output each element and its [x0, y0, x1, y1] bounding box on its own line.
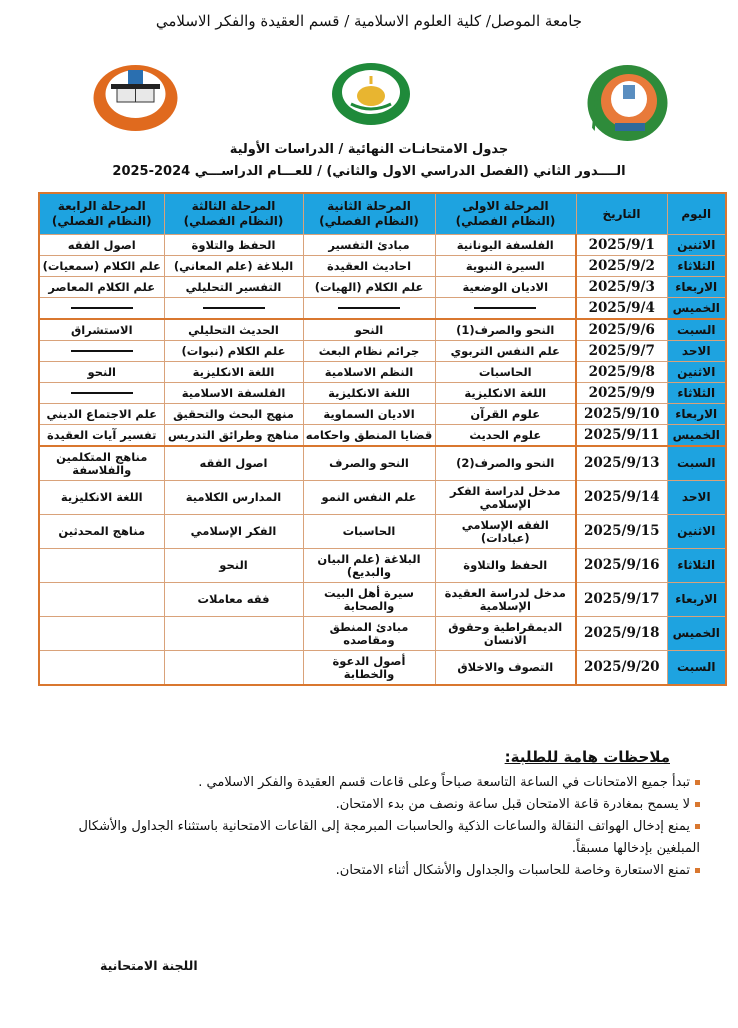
stage2-cell	[303, 383, 435, 404]
stage2-cell-text: علم الكلام (الهيات)	[314, 279, 424, 294]
stage4-cell	[39, 481, 164, 515]
table-row	[39, 583, 726, 617]
stage3-label: المرحلة الثالثة	[191, 199, 276, 213]
table-row	[39, 383, 726, 404]
stage1-cell	[435, 341, 576, 362]
stage3-cell-text: النحو	[219, 558, 248, 572]
day-cell-text: الثلاثاء	[677, 258, 716, 273]
stage2-cell	[303, 425, 435, 447]
date-cell	[576, 362, 667, 383]
note-text: لا يسمح بمغادرة قاعة الامتحان قبل ساعة ونصف من بدء الامتحان.	[335, 797, 690, 812]
stage1-cell-text: الديمقراطية وحقوق الانسان	[448, 619, 563, 647]
day-cell-text: الاحد	[681, 343, 711, 358]
day-cell	[667, 256, 726, 277]
stage2-cell	[303, 446, 435, 481]
date-cell	[576, 298, 667, 320]
table-row	[39, 446, 726, 481]
stage2-cell-text: مبادئ المنطق ومقاصده	[329, 619, 409, 647]
day-cell	[667, 549, 726, 583]
note-text: يمنع إدخال الهواتف النقالة والساعات الذكية والحاسبات المبرمجة إلى القاعات الامتحانية باستثناء الجداول والأشكال المبلغين بإدخالها مسبقاً.	[78, 819, 700, 856]
stage1-cell	[435, 383, 576, 404]
stage1-cell-text: النحو والصرف(1)	[456, 322, 555, 337]
note-item	[60, 794, 700, 816]
date-cell	[576, 256, 667, 277]
table-row	[39, 651, 726, 686]
stage1-cell-text: علوم الحديث	[469, 427, 542, 442]
stage1-cell	[435, 515, 576, 549]
stage3-cell	[164, 549, 303, 583]
stage4-cell	[39, 549, 164, 583]
table-row	[39, 481, 726, 515]
date-cell	[576, 651, 667, 686]
table-row	[39, 549, 726, 583]
stage2-cell-text: أصول الدعوة والخطابة	[332, 653, 406, 681]
day-cell-text: الاربعاء	[675, 406, 718, 421]
date-cell-text: 2025/9/11	[583, 426, 660, 443]
stage2-cell-text: اللغة الانكليزية	[328, 385, 410, 400]
day-cell	[667, 617, 726, 651]
note-item	[60, 816, 700, 860]
no-exam-dash	[71, 350, 133, 352]
bullet-icon	[695, 802, 700, 807]
day-cell-text: الثلاثاء	[677, 558, 716, 572]
date-cell-text: 2025/9/2	[588, 257, 655, 274]
stage2-system: (النظام الفصلي)	[319, 214, 419, 228]
stage1-cell-text: النحو والصرف(2)	[456, 456, 555, 470]
stage3-cell	[164, 362, 303, 383]
day-cell-text: الاحد	[681, 490, 711, 504]
no-exam-dash	[474, 307, 536, 309]
stage1-cell-text: السيرة النبوية	[465, 258, 545, 273]
stage3-cell-text: المدارس الكلامية	[185, 490, 282, 504]
stage4-cell	[39, 515, 164, 549]
date-cell	[576, 617, 667, 651]
bullet-icon	[695, 868, 700, 873]
table-row	[39, 425, 726, 447]
date-cell	[576, 425, 667, 447]
stage4-cell-text: اصول الفقه	[67, 237, 136, 252]
date-cell-text: 2025/9/18	[583, 625, 660, 641]
stage1-label: المرحلة الاولى	[462, 199, 549, 213]
note-item	[60, 860, 700, 882]
day-cell	[667, 446, 726, 481]
date-cell	[576, 446, 667, 481]
header-date: التاريخ	[576, 193, 667, 235]
stage3-cell-text: اصول الفقه	[199, 456, 268, 470]
stage3-cell-text: علم الكلام (نبوات)	[181, 343, 286, 358]
date-cell-text: 2025/9/14	[583, 489, 660, 505]
stage3-cell-text: الحفظ والتلاوة	[191, 237, 276, 252]
day-cell	[667, 425, 726, 447]
header-stage4	[39, 193, 164, 235]
table-row	[39, 298, 726, 320]
date-cell-text: 2025/9/4	[588, 299, 655, 316]
stage4-cell-text: النحو	[87, 364, 116, 379]
stage1-cell	[435, 425, 576, 447]
stage4-cell	[39, 583, 164, 617]
stage2-cell	[303, 256, 435, 277]
stage2-cell	[303, 341, 435, 362]
no-exam-dash	[71, 392, 133, 394]
stage4-cell	[39, 404, 164, 425]
date-cell	[576, 383, 667, 404]
day-cell	[667, 583, 726, 617]
stage1-cell-text: الحاسبات	[478, 364, 532, 379]
stage1-cell	[435, 362, 576, 383]
date-cell	[576, 583, 667, 617]
stage1-cell-text: التصوف والاخلاق	[457, 660, 554, 674]
day-cell	[667, 404, 726, 425]
table-row	[39, 515, 726, 549]
stage2-cell-text: جرائم نظام البعث	[318, 343, 420, 358]
stage4-cell	[39, 383, 164, 404]
stage3-cell	[164, 235, 303, 256]
table-row	[39, 319, 726, 341]
stage4-cell-text: علم الكلام (سمعيات)	[42, 258, 161, 273]
day-cell-text: السبت	[677, 322, 716, 337]
date-cell-text: 2025/9/10	[583, 405, 660, 422]
date-cell	[576, 481, 667, 515]
stage3-cell-text: التفسير التحليلي	[185, 279, 282, 294]
stage3-cell	[164, 319, 303, 341]
stage4-cell	[39, 651, 164, 686]
stage2-cell	[303, 617, 435, 651]
day-cell-text: السبت	[677, 456, 716, 470]
stage1-cell-text: الحفظ والتلاوة	[463, 558, 548, 572]
college-seal-logo	[585, 63, 670, 143]
stage3-system: (النظام الفصلي)	[183, 214, 284, 228]
stage1-cell-text: مدخل لدراسة العقيدة الإسلامية	[444, 585, 566, 613]
note-item	[60, 772, 700, 794]
stage2-cell-text: النظم الاسلامية	[324, 364, 414, 379]
stage2-cell	[303, 362, 435, 383]
institution-header: جامعة الموصل/ كلية العلوم الاسلامية / قسم العقيدة والفكر الاسلامي	[155, 12, 583, 30]
stage4-cell-text: تفسير آيات العقيدة	[47, 427, 157, 442]
bullet-icon	[695, 824, 700, 829]
date-cell	[576, 549, 667, 583]
stage1-cell	[435, 446, 576, 481]
day-cell	[667, 383, 726, 404]
date-cell-text: 2025/9/7	[588, 342, 655, 359]
stage3-cell-text: البلاغة (علم المعاني)	[173, 258, 294, 273]
stage2-cell-text: الحاسبات	[342, 524, 396, 538]
date-cell-text: 2025/9/17	[583, 591, 660, 607]
stage2-cell	[303, 298, 435, 320]
date-cell	[576, 515, 667, 549]
day-cell-text: الخميس	[672, 626, 720, 640]
stage3-cell-text: منهج البحث والتحقيق	[173, 406, 294, 421]
stage3-cell	[164, 341, 303, 362]
stage3-cell	[164, 481, 303, 515]
date-cell-text: 2025/9/9	[588, 384, 655, 401]
stage3-cell	[164, 651, 303, 686]
stage2-cell	[303, 277, 435, 298]
document-subtitle: الــــدور الثاني (الفصل الدراسي الاول والثاني) / للعـــام الدراســـي 2024-2025	[112, 164, 626, 179]
stage3-cell-text: مناهج وطرائق التدريس	[168, 427, 299, 442]
stage4-cell	[39, 277, 164, 298]
table-row	[39, 235, 726, 256]
stage1-cell	[435, 298, 576, 320]
stage3-cell-text: الحديث التحليلي	[188, 322, 279, 337]
stage1-cell	[435, 549, 576, 583]
day-cell-text: الخميس	[672, 300, 720, 315]
stage3-cell	[164, 383, 303, 404]
stage4-cell	[39, 425, 164, 447]
stage4-cell	[39, 298, 164, 320]
exam-committee-signature: اللجنة الامتحانية	[100, 958, 198, 973]
stage2-cell-text: مبادئ التفسير	[328, 237, 410, 252]
date-cell-text: 2025/9/3	[588, 278, 655, 295]
stage3-cell	[164, 515, 303, 549]
stage1-cell	[435, 583, 576, 617]
day-cell	[667, 277, 726, 298]
date-cell	[576, 319, 667, 341]
day-cell	[667, 235, 726, 256]
table-row	[39, 341, 726, 362]
date-cell	[576, 277, 667, 298]
stage2-cell	[303, 319, 435, 341]
stage3-cell	[164, 583, 303, 617]
day-cell	[667, 298, 726, 320]
stage2-cell	[303, 235, 435, 256]
stage2-cell-text: علم النفس النمو	[321, 490, 417, 504]
date-cell-text: 2025/9/6	[588, 321, 655, 338]
day-cell	[667, 651, 726, 686]
stage2-cell-text: الاديان السماوية	[323, 406, 415, 421]
stage1-cell-text: اللغة الانكليزية	[464, 385, 547, 400]
stage1-cell	[435, 277, 576, 298]
table-header-row	[39, 193, 726, 235]
date-cell-text: 2025/9/15	[583, 523, 660, 539]
stage4-cell-text: اللغة الانكليزية	[60, 490, 143, 504]
stage2-cell	[303, 583, 435, 617]
stage4-system: (النظام الفصلي)	[51, 214, 152, 228]
day-cell-text: الاثنين	[677, 524, 716, 538]
day-cell	[667, 515, 726, 549]
date-cell-text: 2025/9/16	[583, 557, 660, 573]
stage1-cell-text: الفقه الإسلامي (عبادات)	[461, 517, 549, 545]
table-row	[39, 404, 726, 425]
stage4-cell-text: مناهج المحدثين	[58, 524, 146, 538]
day-cell-text: الاثنين	[677, 364, 716, 379]
stage2-cell-text: النحو والصرف	[329, 456, 409, 470]
university-seal-logo	[93, 64, 178, 132]
stage4-cell	[39, 341, 164, 362]
stage3-cell	[164, 404, 303, 425]
stage4-cell	[39, 362, 164, 383]
stage3-cell	[164, 446, 303, 481]
day-cell-text: الاربعاء	[675, 279, 718, 294]
date-cell	[576, 341, 667, 362]
department-seal-logo	[331, 62, 411, 126]
stage3-cell	[164, 277, 303, 298]
bullet-icon	[695, 780, 700, 785]
date-cell	[576, 404, 667, 425]
stage1-cell-text: الاديان الوضعية	[462, 279, 549, 294]
stage3-cell-text: الفكر الإسلامي	[190, 524, 277, 538]
stage1-cell	[435, 256, 576, 277]
table-row	[39, 362, 726, 383]
stage3-cell	[164, 256, 303, 277]
stage3-cell-text: فقه معاملات	[197, 592, 270, 606]
stage2-cell	[303, 404, 435, 425]
table-row	[39, 617, 726, 651]
no-exam-dash	[338, 307, 400, 309]
stage1-cell	[435, 235, 576, 256]
stage3-cell	[164, 298, 303, 320]
document-title: جدول الامتحانـات النهائية / الدراسات الأولية	[229, 142, 509, 157]
day-cell-text: الثلاثاء	[677, 385, 716, 400]
stage1-cell	[435, 319, 576, 341]
day-cell	[667, 341, 726, 362]
stage4-label: المرحلة الرابعة	[57, 199, 146, 213]
stage4-cell-text: الاستشراق	[70, 322, 133, 337]
date-cell-text: 2025/9/20	[583, 659, 660, 675]
table-row	[39, 277, 726, 298]
note-text: تبدأ جميع الامتحانات في الساعة التاسعة صباحاً وعلى قاعات قسم العقيدة والفكر الاسلامي .	[198, 775, 690, 790]
stage1-cell	[435, 651, 576, 686]
day-cell-text: السبت	[677, 660, 716, 674]
exam-schedule-table	[38, 192, 727, 686]
stage3-cell-text: اللغة الانكليزية	[192, 364, 275, 379]
stage1-cell-text: مدخل لدراسة الفكر الإسلامي	[449, 483, 561, 511]
day-cell-text: الخميس	[672, 427, 720, 442]
date-cell-text: 2025/9/8	[588, 363, 655, 380]
stage2-cell-text: البلاغة (علم البيان والبديع)	[317, 551, 421, 579]
date-cell-text: 2025/9/1	[588, 236, 655, 253]
stage3-cell	[164, 617, 303, 651]
day-cell-text: الاثنين	[677, 237, 716, 252]
no-exam-dash	[203, 307, 265, 309]
date-cell	[576, 235, 667, 256]
stage4-cell-text: علم الاجتماع الديني	[46, 406, 157, 421]
stage2-cell-text: النحو	[354, 322, 384, 337]
stage2-cell-text: احاديث العقيدة	[326, 258, 412, 273]
stage4-cell-text: مناهج المتكلمين والفلاسفة	[56, 449, 148, 477]
stage2-cell-text: قضايا المنطق واحكامه	[305, 427, 433, 442]
stage4-cell	[39, 235, 164, 256]
day-cell	[667, 362, 726, 383]
day-cell	[667, 481, 726, 515]
day-cell	[667, 319, 726, 341]
header-stage1	[435, 193, 576, 235]
stage4-cell	[39, 617, 164, 651]
stage2-label: المرحلة الثانية	[327, 199, 411, 213]
no-exam-dash	[71, 307, 133, 309]
stage2-cell	[303, 515, 435, 549]
stage3-cell-text: الفلسفة الاسلامية	[181, 385, 286, 400]
stage1-cell-text: الفلسفة اليونانية	[456, 237, 554, 252]
stage1-cell-text: علوم القرآن	[470, 406, 541, 421]
stage2-cell	[303, 549, 435, 583]
header-stage3	[164, 193, 303, 235]
stage4-cell	[39, 256, 164, 277]
header-stage2	[303, 193, 435, 235]
stage1-cell	[435, 481, 576, 515]
stage1-system: (النظام الفصلي)	[455, 214, 556, 228]
stage2-cell	[303, 481, 435, 515]
stage2-cell-text: سيرة أهل البيت والصحابة	[324, 585, 414, 613]
notes-title: ملاحظات هامة للطلبة:	[504, 748, 670, 766]
stage1-cell-text: علم النفس التربوي	[450, 343, 560, 358]
stage4-cell-text: علم الكلام المعاصر	[48, 279, 156, 294]
day-cell-text: الاربعاء	[675, 592, 718, 606]
stage2-cell	[303, 651, 435, 686]
note-text: تمنع الاستعارة وخاصة للحاسبات والجداول والأشكال أثناء الامتحان.	[335, 863, 690, 878]
stage3-cell	[164, 425, 303, 447]
stage4-cell	[39, 446, 164, 481]
student-notes	[60, 748, 700, 882]
header-day: اليوم	[667, 193, 726, 235]
stage1-cell	[435, 617, 576, 651]
stage1-cell	[435, 404, 576, 425]
stage4-cell	[39, 319, 164, 341]
table-row	[39, 256, 726, 277]
date-cell-text: 2025/9/13	[583, 455, 660, 471]
